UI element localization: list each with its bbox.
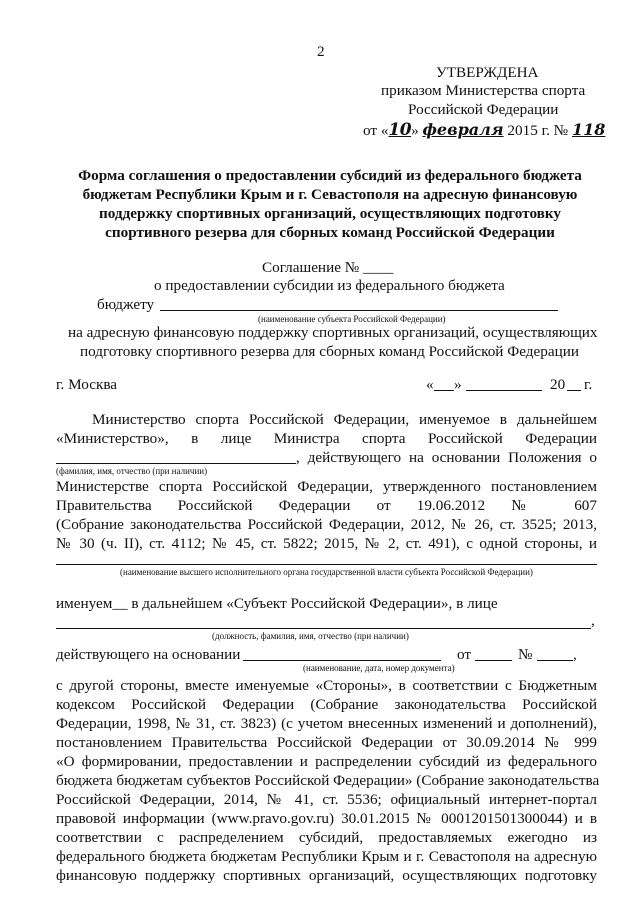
heading-line: бюджетам Республики Крым и г. Севастополя на адресную финансовую (82, 186, 578, 203)
date-close-quote: » (454, 376, 462, 393)
para3-line: кодексом Российской Федерации (Собрание законодательства Российской (56, 696, 597, 713)
approval-date-line (363, 120, 605, 140)
heading-line: Форма соглашения о предоставлении субсидий из федерального бюджета (78, 167, 582, 184)
form-heading (60, 166, 600, 242)
budget-field-line (160, 310, 558, 311)
minister-fio-line (56, 463, 296, 464)
year-prefix: 20 (550, 376, 566, 393)
approval-year: 2015 г. № (507, 122, 569, 139)
approval-line2: Российской Федерации (408, 101, 559, 118)
budget-caption: (наименование субъекта Российской Федерации) (258, 314, 446, 324)
para3-line: соответствии с распределением субсидий, предоставляемых ежегодно из (56, 829, 597, 846)
para1-line: (Собрание законодательства Российской Федерации, 2012, № 26, ст. 3525; 2013, (56, 516, 597, 533)
para1-line: Министерство спорта Российской Федерации, именуемое в дальнейшем (92, 411, 597, 428)
date-year-line (567, 390, 581, 391)
approval-line1: приказом Министерства спорта (381, 82, 586, 99)
para3-line: правовой информации (www.pravo.gov.ru) 30.01.2015 № 0001201501300044) и в (56, 810, 597, 827)
para1-line: Министерстве спорта Российской Федерации, утвержденного постановлением (56, 478, 597, 495)
approval-day: 10 (388, 120, 412, 140)
approval-title: УТВЕРЖДЕНА (436, 64, 539, 81)
para3-line: постановлением Правительства Российской Федерации от 30.09.2014 № 999 (56, 734, 597, 751)
agreement-line4: подготовку спортивного резерва для сборных команд Российской Федерации (80, 343, 579, 360)
position-caption: (должность, фамилия, имя, отчество (при наличии) (212, 631, 409, 641)
approval-date-mid: » (411, 122, 419, 139)
approval-month: февраля (422, 120, 504, 139)
para3-line: федерального бюджета бюджетам Республики Крым и г. Севастополя на адресную (56, 848, 597, 865)
para3-line: «О формировании, предоставлении и распределении субсидий из федерального (56, 753, 597, 770)
organ-field-line (56, 564, 597, 565)
basis-label: действующего на основании (56, 646, 241, 663)
date-day-line (434, 390, 454, 391)
heading-line: поддержку спортивных организаций, осуществляющих подготовку (98, 205, 561, 222)
para3-line: Федерации, 1998, № 31, ст. 3823) (с учетом внесенных изменений и дополнений), (56, 715, 597, 732)
approval-number: 118 (571, 120, 606, 139)
approval-date-prefix: от « (363, 122, 389, 139)
organ-caption: (наименование высшего исполнительного органа государственной власти субъекта Российской Федерации) (120, 567, 533, 577)
date-month-line (466, 390, 542, 391)
page-number: 2 (317, 43, 325, 60)
para1-line: , действующего на основании Положения о (296, 449, 597, 466)
para3-line: финансовую поддержку спортивных организаций, осуществляющих подготовку (56, 867, 597, 884)
fio-caption: (фамилия, имя, отчество (при наличии) (56, 466, 208, 476)
basis-comma: , (573, 646, 577, 663)
para3-line: Российской Федерации, 2014, № 41, ст. 5536; официальный интернет-портал (56, 791, 597, 808)
position-comma: , (591, 612, 595, 629)
from-label: от (457, 646, 472, 663)
agreement-title: Соглашение № ____ (262, 259, 394, 276)
para2-line1: именуем__ в дальнейшем «Субъект Российской Федерации», в лице (56, 595, 498, 612)
doc-caption: (наименование, дата, номер документа) (303, 663, 455, 673)
number-label: № (518, 646, 533, 663)
city: г. Москва (56, 376, 118, 393)
para1-line: Правительства Российской Федерации от 19.06.2012 № 607 (56, 497, 597, 514)
basis-number-line (537, 660, 573, 661)
date-open-quote: « (426, 376, 434, 393)
para1-line: «Министерство», в лице Министра спорта Российской Федерации (56, 430, 597, 447)
budget-label: бюджету (97, 296, 155, 313)
para3-line: бюджета бюджетам субъектов Российской Федерации» (Собрание законодательства (56, 772, 600, 789)
para1-line: № 30 (ч. II), ст. 4112; № 45, ст. 5822; 2015, № 2, ст. 491), с одной стороны, и (56, 535, 597, 552)
heading-line: спортивного резерва для сборных команд Российской Федерации (105, 224, 555, 241)
basis-date-line (475, 660, 512, 661)
basis-doc-line (243, 660, 441, 661)
agreement-line1: о предоставлении субсидии из федерального бюджета (154, 277, 505, 294)
agreement-line3: на адресную финансовую поддержку спортивных организаций, осуществляющих (68, 324, 598, 341)
para3-line: с другой стороны, вместе именуемые «Стороны», в соответствии с Бюджетным (56, 677, 597, 694)
year-suffix: г. (584, 376, 593, 393)
position-field-line (56, 628, 591, 629)
